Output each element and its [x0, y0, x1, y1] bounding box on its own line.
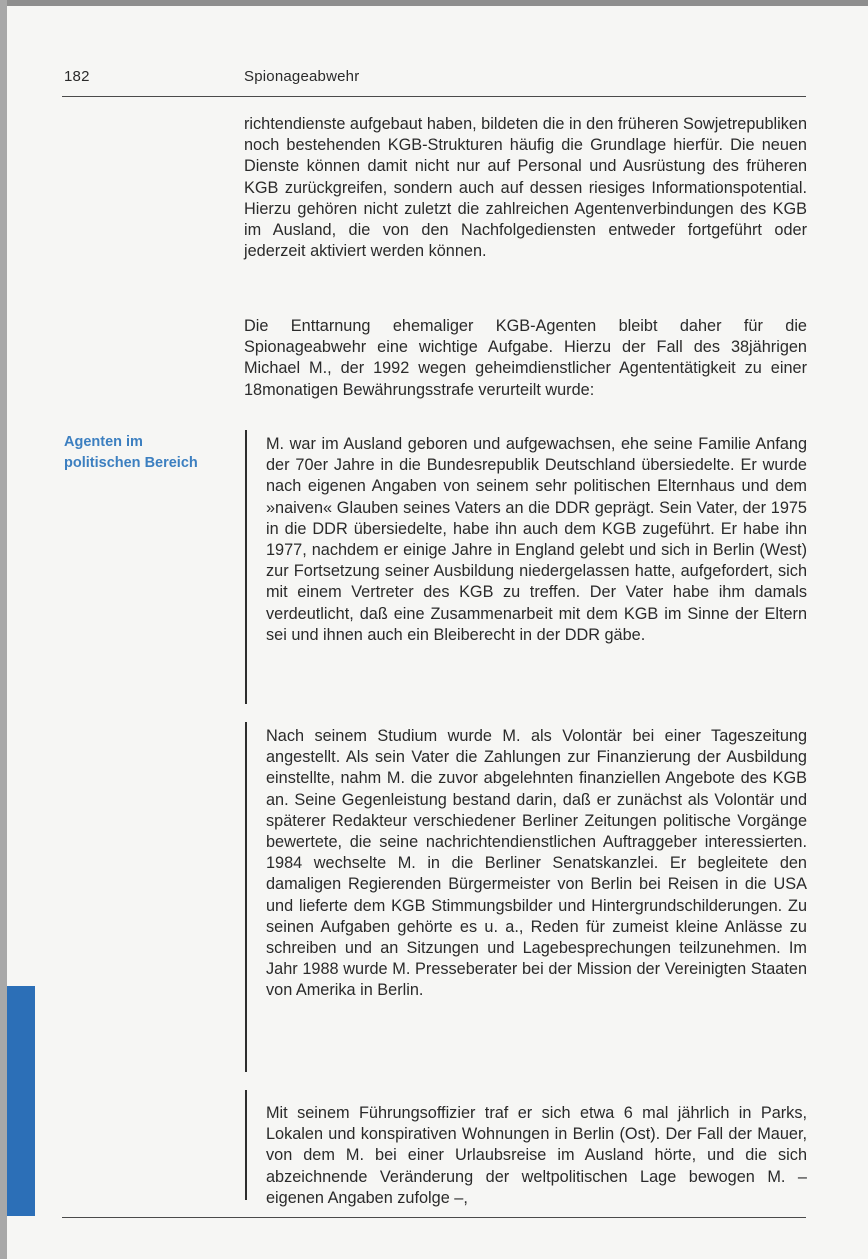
case-marker-bar: [245, 1090, 247, 1200]
case-paragraph-3: Mit seinem Führungsoffizier traf er sich etwa 6 mal jährlich in Parks, Lokalen und konspirativen Wohnungen in Berlin (Ost). Der Fall der Mauer, von dem M. bei einer Urlaubsreise im Ausland hörte, und die sich abzeichnende Veränderung der weltpolitischen Lage bewogen M. – eigenen Angaben zufolge –,: [266, 1104, 807, 1207]
footer-rule: [62, 1217, 806, 1218]
scan-edge-left: [0, 0, 7, 1259]
case-marker-bar: [245, 722, 247, 1072]
body-paragraph-1: richtendienste aufgebaut haben, bildeten die in den früheren Sowjetrepubliken noch bestehenden KGB-Strukturen häufig die Grundlage hierfür. Die neuen Dienste können damit nicht nur auf Personal und Ausrüstung des früheren KGB zurückgreifen, sondern auch auf dessen riesiges Informationspotential. Hierzu gehören nicht zuletzt die zahlreichen Agentenverbindungen des KGB im Ausland, die von den Nachfolgediensten entweder fortgeführt oder jederzeit aktiviert werden können.: [244, 115, 808, 261]
scan-edge-top: [0, 0, 868, 6]
chapter-thumb-tab: [7, 986, 35, 1216]
margin-heading: Agenten im politischen Bereich: [64, 434, 198, 471]
case-marker-bar: [245, 430, 247, 704]
page-number: 182: [64, 68, 90, 85]
body-paragraph-2: Die Enttarnung ehemaliger KGB-Agenten bleibt daher für die Spionageabwehr eine wichtige Aufgabe. Hierzu der Fall des 38jährigen Michael M., der 1992 wegen geheimdienstlicher Agententätigkeit zu einer 18monatigen Bewährungsstrafe verurteilt wurde:: [244, 317, 807, 399]
header-rule: [62, 96, 806, 97]
case-paragraph-2: Nach seinem Studium wurde M. als Volontär bei einer Tageszeitung angestellt. Als sein Vater die Zahlungen zur Finanzierung der Ausbildung einstellte, nahm M. die zuvor abgelehnten finanziellen Angebote des KGB an. Seine Gegenleistung bestand darin, daß er zunächst als Volontär und späterer Redakteur verschiedener Berliner Zeitungen politische Vorgänge bewertete, die seine nachrichtendienstlichen Auftraggeber interessierten. 1984 wechselte M. in die Berliner Senatskanzlei. Er begleitete den damaligen Regierenden Bürgermeister von Berlin bei Reisen in die USA und lieferte dem KGB Stimmungsbilder und Hintergrundschilderungen. Zu seinen Aufgaben gehörte es u. a., Reden für zumeist kleine Anlässe zu schreiben und an Sitzungen und Lagebesprechungen teilzunehmen. Im Jahr 1988 wurde M. Presseberater bei der Mission der Vereinigten Staaten von Amerika in Berlin.: [266, 727, 807, 1000]
case-paragraph-1: M. war im Ausland geboren und aufgewachsen, ehe seine Familie Anfang der 70er Jahre in die Bundesrepublik Deutschland übersiedelte. Er wurde nach eigenen Angaben von seinem sehr politischen Elternhaus und dem »naiven« Glauben seines Vaters an die DDR geprägt. Sein Vater, der 1975 in die DDR übersiedelte, habe ihn auch dem KGB zugeführt. Er habe ihn 1977, nachdem er einige Jahre in England gelebt und sich in Berlin (West) zur Fortsetzung seiner Ausbildung niedergelassen hatte, aufgefordert, sich mit einem Vertreter des KGB zu treffen. Der Vater habe ihm damals verdeutlicht, daß eine Zusammenarbeit mit dem KGB im Sinne der Eltern sei und ihnen auch ein Bleiberecht in der DDR gäbe.: [266, 435, 807, 644]
running-title: Spionageabwehr: [244, 68, 360, 85]
